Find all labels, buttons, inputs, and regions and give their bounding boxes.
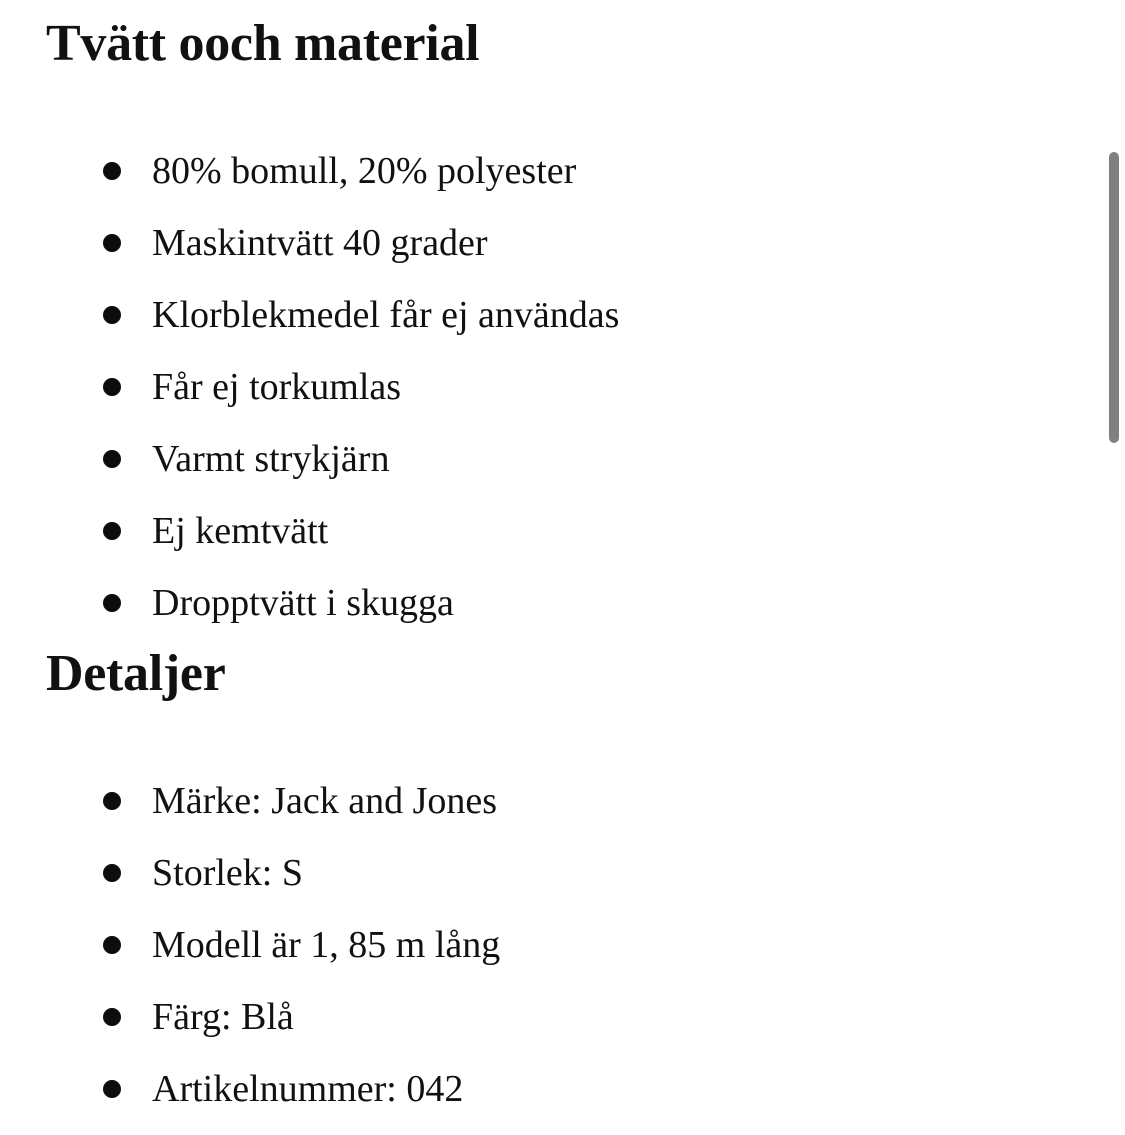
list-item-label: Varmt strykjärn (152, 438, 390, 480)
list-item-label: Märke: Jack and Jones (152, 780, 498, 822)
list-item-label: Dropptvätt i skugga (152, 582, 454, 624)
section-heading-wash-and-material: Tvätt ooch material (46, 15, 480, 72)
list-item-label: Storlek: S (152, 852, 303, 894)
list-item (0, 145, 619, 217)
list-item (0, 505, 619, 577)
list-item (0, 217, 619, 289)
vertical-scrollbar-track[interactable] (1103, 0, 1125, 1127)
bullet-icon (103, 936, 121, 954)
details-list (0, 775, 500, 1135)
bullet-icon (103, 792, 121, 810)
list-item (0, 775, 500, 847)
bullet-icon (103, 864, 121, 882)
list-item (0, 1063, 500, 1135)
section-heading-details: Detaljer (46, 645, 226, 702)
wash-and-material-list (0, 145, 619, 649)
bullet-icon (103, 234, 121, 252)
bullet-icon (103, 522, 121, 540)
list-item-label: 80% bomull, 20% polyester (152, 150, 577, 192)
list-item-label: Maskintvätt 40 grader (152, 222, 488, 264)
list-item-label: Artikelnummer: 042 (152, 1068, 464, 1110)
vertical-scrollbar-thumb[interactable] (1109, 152, 1119, 443)
bullet-icon (103, 162, 121, 180)
bullet-icon (103, 1008, 121, 1026)
list-item-label: Får ej torkumlas (152, 366, 402, 408)
list-item (0, 289, 619, 361)
list-item (0, 847, 500, 919)
list-item (0, 919, 500, 991)
bullet-icon (103, 306, 121, 324)
list-item-label: Modell är 1, 85 m lång (152, 924, 501, 966)
list-item-label: Ej kemtvätt (152, 510, 329, 552)
bullet-icon (103, 1080, 121, 1098)
list-item (0, 433, 619, 505)
bullet-icon (103, 378, 121, 396)
list-item (0, 577, 619, 649)
list-item (0, 361, 619, 433)
list-item (0, 991, 500, 1063)
bullet-icon (103, 594, 121, 612)
list-item-label: Klorblekmedel får ej användas (152, 294, 620, 336)
bullet-icon (103, 450, 121, 468)
list-item-label: Färg: Blå (152, 996, 294, 1038)
